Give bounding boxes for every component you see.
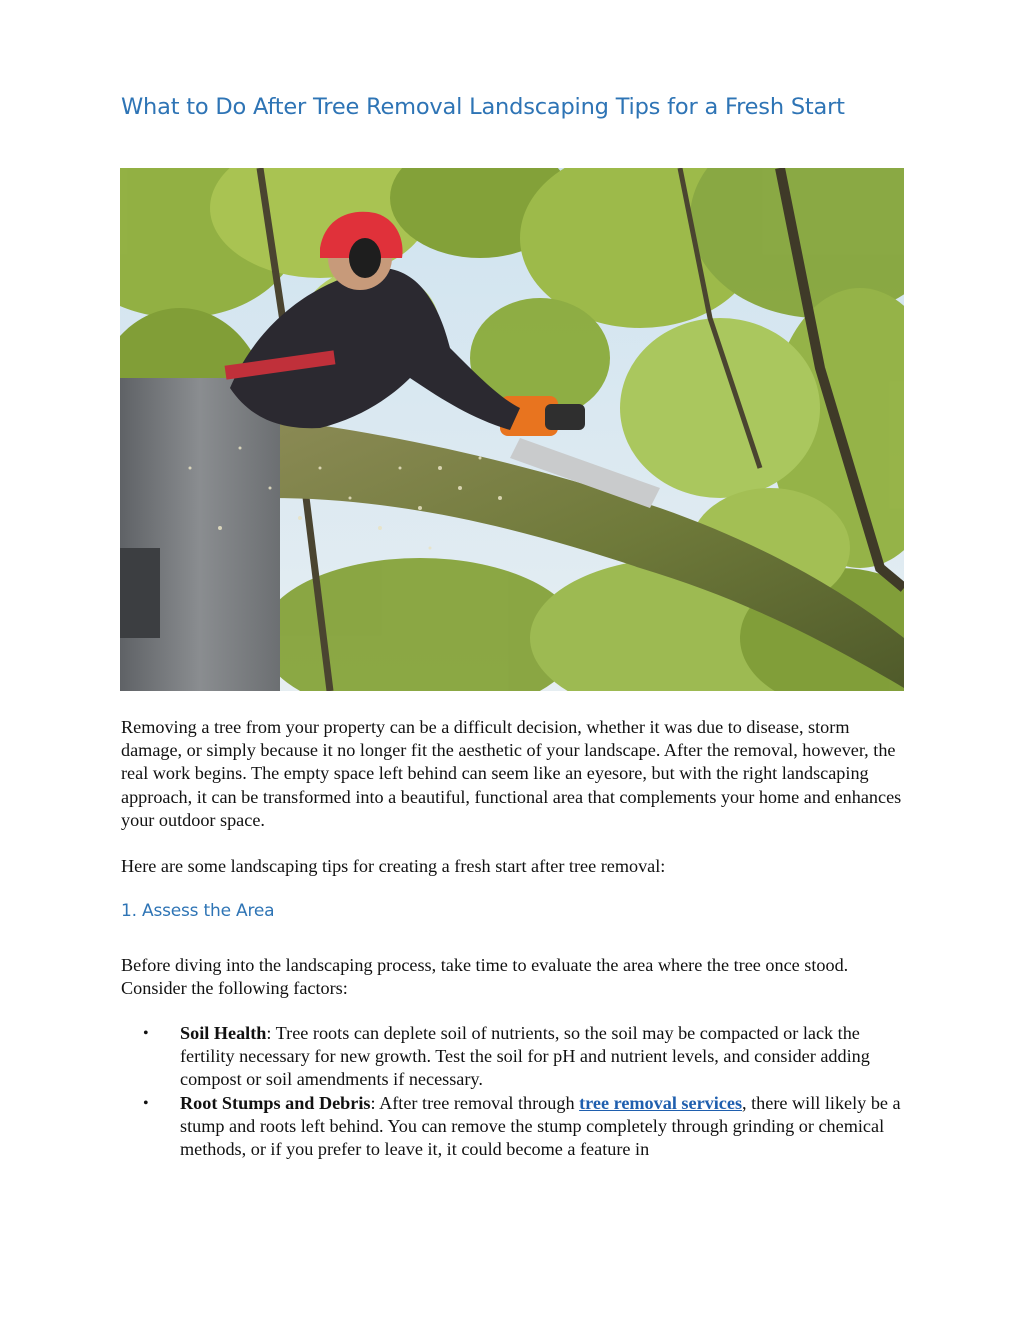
section-intro-paragraph: Before diving into the landscaping process, take time to evaluate the area where the tree once stood. Consider the following factors: bbox=[121, 955, 849, 999]
list-item bbox=[121, 1092, 911, 1162]
list-item bbox=[121, 1022, 911, 1092]
intro-paragraph: Removing a tree from your property can be a difficult decision, whether it was due to disease, storm damage, or simply because it no longer fit the aesthetic of your landscape. After the removal, however, the real work begins. The empty space left behind can seem like an eyesore, but with the right landscaping approach, it can be transformed into a beautiful, functional area that complements your home and enhances your outdoor space. bbox=[121, 717, 902, 830]
factors-list bbox=[121, 1022, 911, 1161]
bullet-text: : Tree roots can deplete soil of nutrients, so the soil may be compacted or lack the fertility necessary for new growth. Test the soil for pH and nutrient levels, and consider adding compost or soil amendments if necessary. bbox=[180, 1023, 870, 1090]
bullet-icon: • bbox=[143, 1094, 149, 1112]
page-title: What to Do After Tree Removal Landscaping Tips for a Fresh Start bbox=[121, 94, 845, 120]
bullet-term: Root Stumps and Debris bbox=[180, 1092, 371, 1113]
hero-image bbox=[120, 168, 904, 691]
bullet-icon: • bbox=[143, 1025, 149, 1042]
section-heading-assess-area: 1. Assess the Area bbox=[121, 901, 275, 921]
bullet-term: Soil Health bbox=[180, 1023, 267, 1043]
bullet-text: : After tree removal through bbox=[370, 1092, 580, 1113]
bullet-text: , there will likely be a stump and roots left behind. You can remove the stump completely through grinding or chemical methods, or if you prefer to leave it, it could become a feature in bbox=[180, 1092, 901, 1160]
arborist-chainsaw-photo-icon bbox=[120, 168, 904, 691]
tree-removal-services-link[interactable]: tree removal services bbox=[579, 1092, 743, 1113]
lead-in-paragraph: Here are some landscaping tips for creating a fresh start after tree removal: bbox=[121, 856, 666, 876]
